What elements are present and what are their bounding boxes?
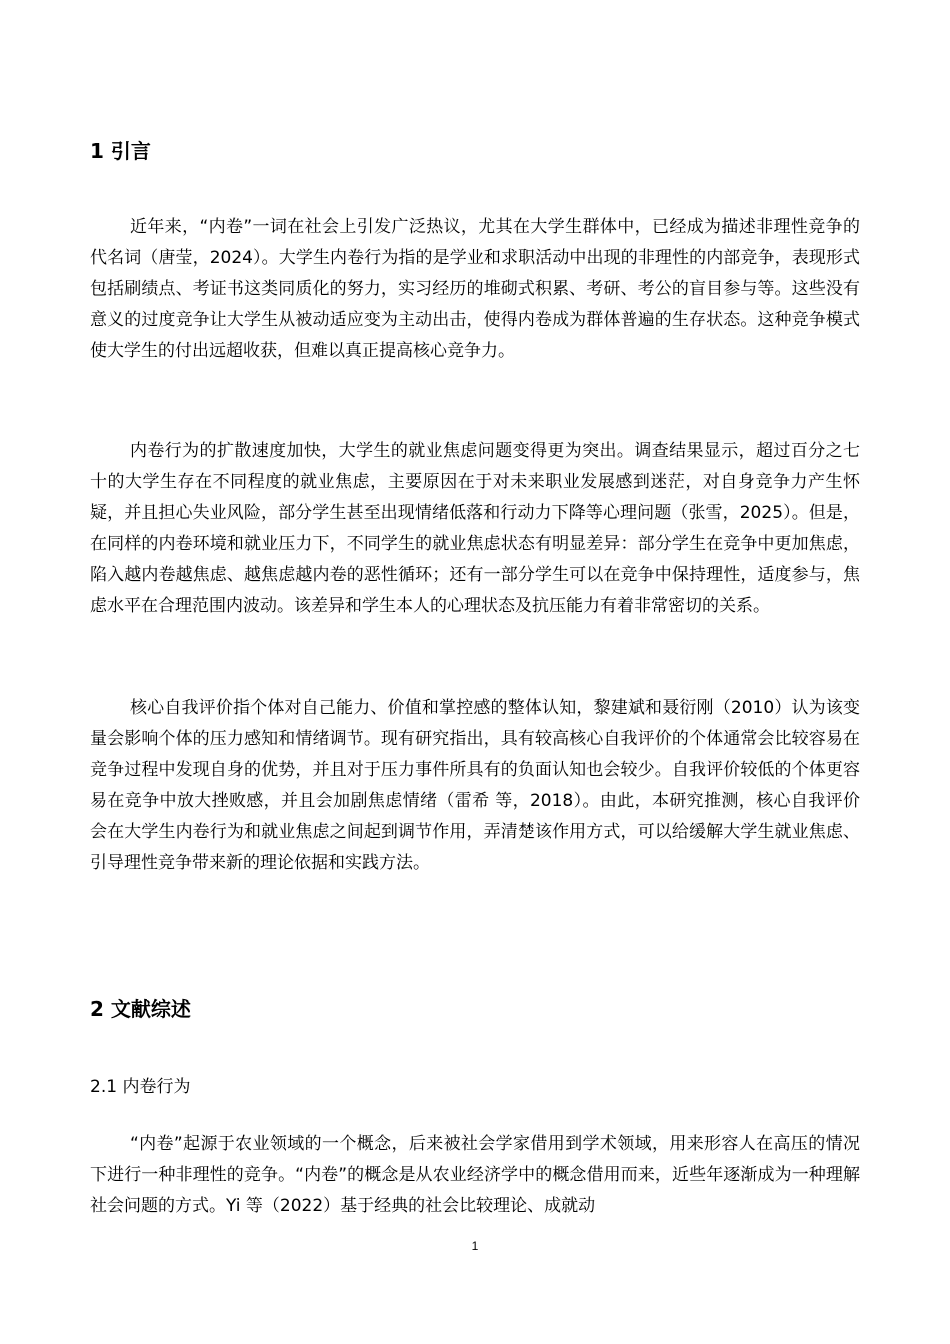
paragraph-intro-3: 核心自我评价指个体对自己能力、价值和掌控感的整体认知，黎建斌和聂衍刚（2010）认为该变量会影响个体的压力感知和情绪调节。现有研究指出，具有较高核心自我评价的个体通常会比较容易在竞争过程中发现自身的优势，并且对于压力事件所具有的负面认知也会较少。自我评价较低的个体更容易在竞争中放大挫败感，并且会加剧焦虑情绪（雷希 等，2018）。由此，本研究推测，核心自我评价会在大学生内卷行为和就业焦虑之间起到调节作用，弄清楚该作用方式，可以给缓解大学生就业焦虑、引导理性竞争带来新的理论依据和实践方法。 bbox=[90, 698, 860, 873]
paragraph-involution-1: “内卷”起源于农业领域的一个概念，后来被社会学家借用到学术领域，用来形容人在高压的情况下进行一种非理性的竞争。“内卷”的概念是从农业经济学中的概念借用而来，近些年逐渐成为一种理解社会问题的方式。Yi 等（2022）基于经典的社会比较理论、成就动 bbox=[90, 1134, 860, 1216]
section-heading-literature-review: 2 文献综述 bbox=[90, 997, 191, 1021]
subsection-heading-involution: 2.1 内卷行为 bbox=[90, 1077, 191, 1097]
section-heading-introduction: 1 引言 bbox=[90, 139, 151, 163]
paragraph-intro-2: 内卷行为的扩散速度加快，大学生的就业焦虑问题变得更为突出。调查结果显示，超过百分之七十的大学生存在不同程度的就业焦虑，主要原因在于对未来职业发展感到迷茫，对自身竞争力产生怀疑，并且担心失业风险，部分学生甚至出现情绪低落和行动力下降等心理问题（张雪，2025）。但是，在同样的内卷环境和就业压力下，不同学生的就业焦虑状态有明显差异：部分学生在竞争中更加焦虑，陷入越内卷越焦虑、越焦虑越内卷的恶性循环；还有一部分学生可以在竞争中保持理性，适度参与，焦虑水平在合理范围内波动。该差异和学生本人的心理状态及抗压能力有着非常密切的关系。 bbox=[90, 441, 860, 616]
paragraph-intro-1: 近年来，“内卷”一词在社会上引发广泛热议，尤其在大学生群体中，已经成为描述非理性竞争的代名词（唐莹，2024）。大学生内卷行为指的是学业和求职活动中出现的非理性的内部竞争，表现形式包括刷绩点、考证书这类同质化的努力，实习经历的堆砌式积累、考研、考公的盲目参与等。这些没有意义的过度竞争让大学生从被动适应变为主动出击，使得内卷成为群体普遍的生存状态。这种竞争模式使大学生的付出远超收获，但难以真正提高核心竞争力。 bbox=[90, 217, 860, 361]
page-number: 1 bbox=[471, 1239, 479, 1253]
